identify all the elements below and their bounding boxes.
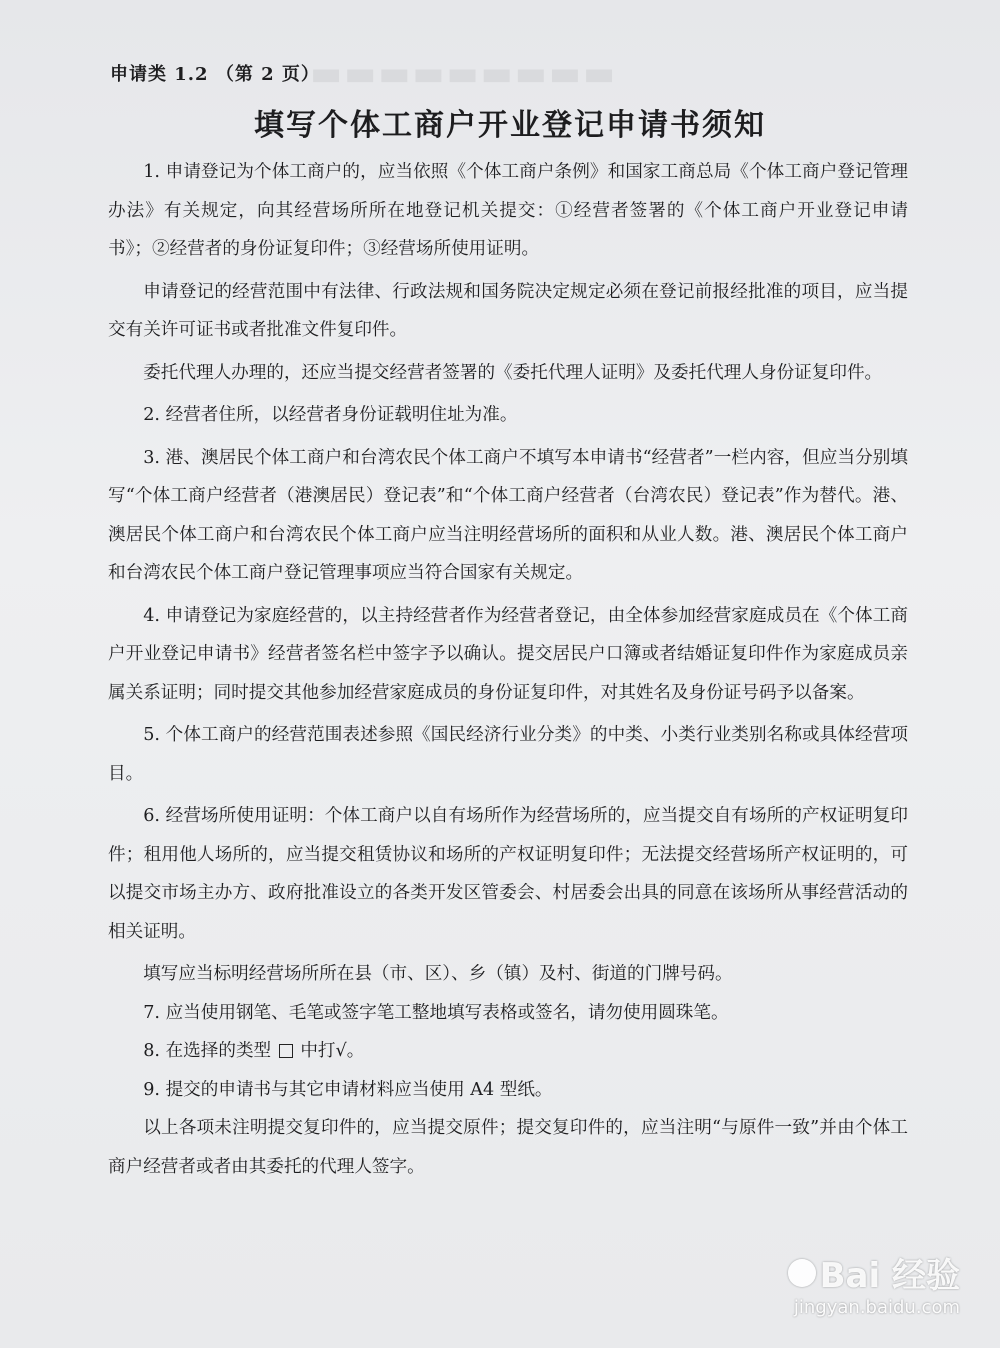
paragraph-1-scope: 申请登记的经营范围中有法律、行政法规和国务院决定规定必须在登记前报经批准的项目，应当提交有关许可证书或者批准文件复印件。 bbox=[108, 281, 908, 340]
paragraph-6-address: 填写应当标明经营场所所在县（市、区）、乡（镇）及村、街道的门牌号码。 bbox=[143, 964, 733, 984]
baidu-jingyan-watermark bbox=[740, 1248, 960, 1318]
page-title: 填写个体工商户开业登记申请书须知 bbox=[254, 108, 766, 143]
baidu-logo bbox=[788, 1248, 960, 1297]
paragraph-7: 7. 应当使用钢笔、毛笔或签字笔工整地填写表格或签名，请勿使用圆珠笔。 bbox=[143, 1002, 729, 1023]
paragraph-8-prefix: 8. 在选择的类型 bbox=[143, 1041, 272, 1061]
paragraph-6: 6. 经营场所使用证明：个体工商户以自有场所作为经营场所的，应当提交自有场所的产权证明复印件；租用他人场所的，应当提交租赁协议和场所的产权证明复印件；无法提交经营场所产权证明的，可以提交市场主办方、政府批准设立的各类开发区管委会、村居委会出具的同意在该场所从事经营活动的相关证明。 bbox=[108, 806, 908, 942]
baidu-logo-text: Bai 经验 bbox=[819, 1256, 960, 1296]
paragraph-2: 2. 经营者住所，以经营者身份证载明住址为准。 bbox=[143, 405, 518, 425]
paragraph-8 bbox=[108, 1032, 908, 1071]
paragraph-9: 9. 提交的申请书与其它申请材料应当使用 A4 型纸。 bbox=[143, 1079, 553, 1100]
paragraph-1-agent: 委托代理人办理的，还应当提交经营者签署的《委托代理人证明》及委托代理人身份证复印件。 bbox=[143, 362, 883, 383]
bleed-through-text: ▬▬▬▬▬▬▬▬▬ bbox=[310, 58, 618, 98]
paragraph-3: 3. 港、澳居民个体工商户和台湾农民个体工商户不填写本申请书“经营者”一栏内容，但应当分别填写“个体工商户经营者（港澳居民）登记表”和“个体工商户经营者（台湾农民）登记表”作为替代。港、澳居民个体工商户和台湾农民个体工商户应当注明经营场所的面积和从业人数。港、澳居民个体工商户和台湾农民个体工商户登记管理事项应当符合国家有关规定。 bbox=[108, 447, 908, 583]
paragraph-8-suffix: 中打√。 bbox=[300, 1041, 365, 1061]
notice-body bbox=[108, 153, 908, 1190]
paragraph-4: 4. 申请登记为家庭经营的，以主持经营者作为经营者登记，由全体参加经营家庭成员在《个体工商户开业登记申请书》经营者签名栏中签字予以确认。提交居民户口簿或者结婚证复印件作为家庭成员亲属关系证明；同时提交其他参加经营家庭成员的身份证复印件，对其姓名及身份证号码予以备案。 bbox=[108, 605, 908, 703]
watermark-url: jingyan.baidu.com bbox=[793, 1297, 960, 1318]
baidu-paw-icon bbox=[788, 1259, 816, 1287]
paragraph-1: 1. 申请登记为个体工商户的，应当依照《个体工商户条例》和国家工商总局《个体工商户登记管理办法》有关规定，向其经营场所所在地登记机关提交：①经营者签署的《个体工商户开业登记申请书》；②经营者的身份证复印件；③经营场所使用证明。 bbox=[108, 162, 908, 259]
paragraph-5: 5. 个体工商户的经营范围表述参照《国民经济行业分类》的中类、小类行业类别名称或具体经营项目。 bbox=[108, 725, 908, 784]
form-code: 申请类 1.2 （第 2 页） bbox=[110, 64, 320, 85]
paragraph-closing: 以上各项未注明提交复印件的，应当提交原件；提交复印件的，应当注明“与原件一致”并由个体工商户经营者或者由其委托的代理人签字。 bbox=[108, 1118, 908, 1177]
checkbox-icon bbox=[279, 1044, 293, 1058]
